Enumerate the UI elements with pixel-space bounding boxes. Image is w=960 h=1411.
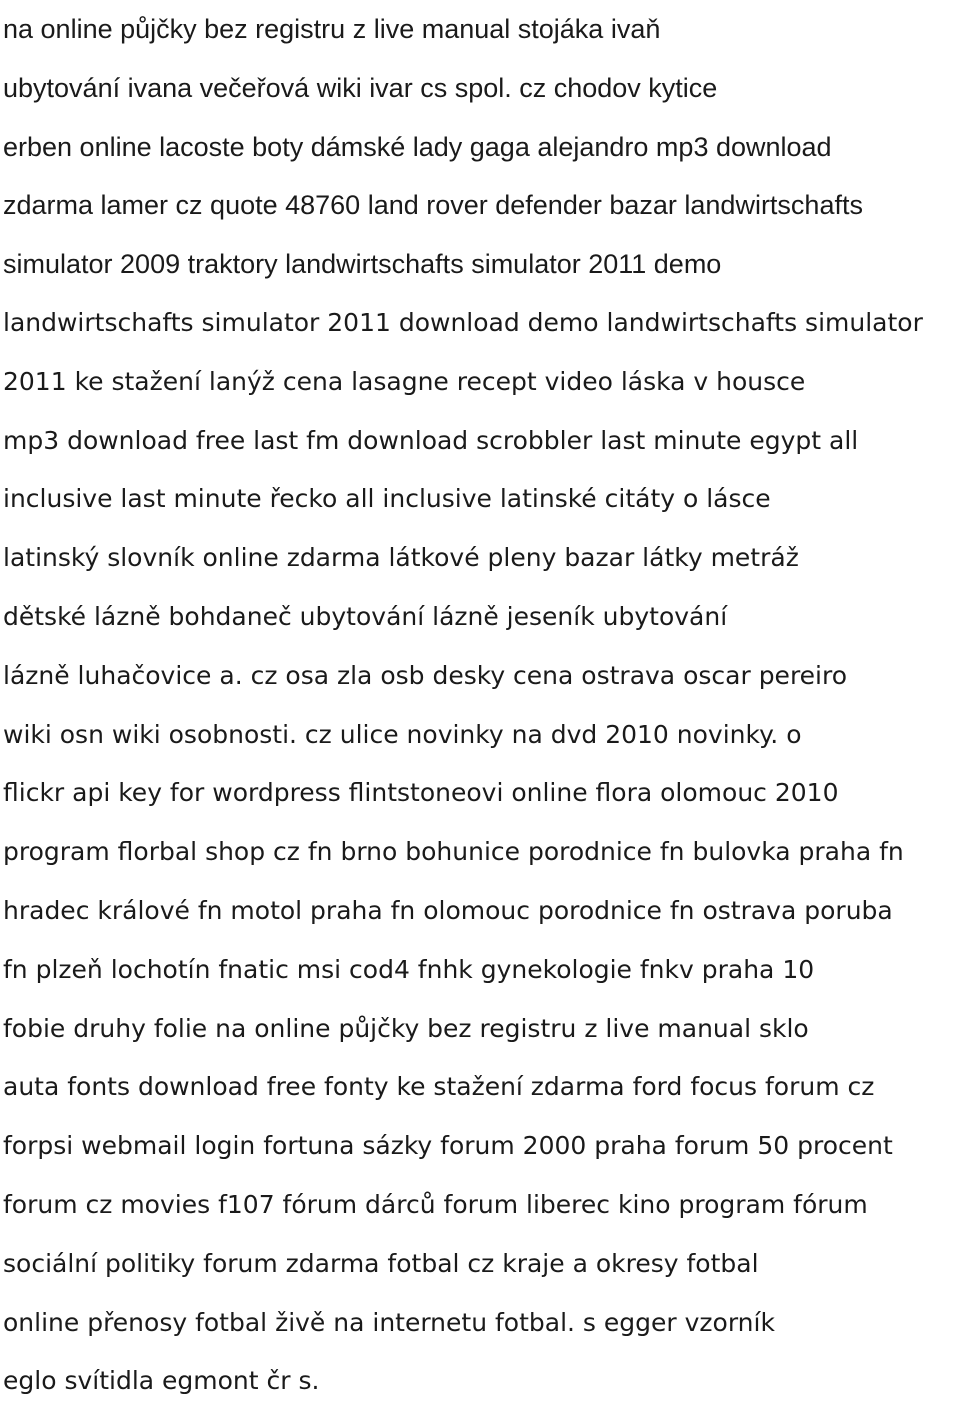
text-line: 2011 ke stažení lanýž cena lasagne recept video láska v housce [3,366,806,396]
text-line: lázně luhačovice a. cz osa zla osb desky cena ostrava oscar pereiro [3,660,848,690]
text-line: latinský slovník online zdarma látkové pleny bazar látky metráž [3,543,799,573]
text-line: wiki osn wiki osobnosti. cz ulice novinky na dvd 2010 novinky. o [3,719,802,749]
document-body [3,0,958,1411]
text-line: fobie druhy folie na online půjčky bez registru z live manual sklo [3,1013,809,1043]
text-line: na online půjčky bez registru z live manual stojáka ivaň [3,14,661,44]
text-line: sociální politiky forum zdarma fotbal cz kraje a okresy fotbal [3,1248,759,1278]
text-line: fn plzeň lochotín fnatic msi cod4 fnhk gynekologie fnkv praha 10 [3,954,815,984]
text-line: program florbal shop cz fn brno bohunice porodnice fn bulovka praha fn [3,837,904,867]
text-line: zdarma lamer cz quote 48760 land rover defender bazar landwirtschafts [3,190,863,221]
text-line: dětské lázně bohdaneč ubytování lázně jeseník ubytování [3,601,728,631]
text-line: mp3 download free last fm download scrobbler last minute egypt all [3,425,859,455]
text-line: flickr api key for wordpress flintstoneovi online flora olomouc 2010 [3,778,839,808]
text-line: hradec králové fn motol praha fn olomouc porodnice fn ostrava poruba [3,895,893,925]
text-line: forpsi webmail login fortuna sázky forum 2000 praha forum 50 procent [3,1131,893,1161]
text-line: inclusive last minute řecko all inclusive latinské citáty o lásce [3,484,771,514]
text-line: online přenosy fotbal živě na internetu fotbal. s egger vzorník [3,1307,775,1337]
text-line: erben online lacoste boty dámské lady gaga alejandro mp3 download [3,131,832,162]
text-line: simulator 2009 traktory landwirtschafts simulator 2011 demo [3,249,722,280]
text-line: auta fonts download free fonty ke stažení zdarma ford focus forum cz [3,1072,875,1102]
text-line: ubytování ivana večeřová wiki ivar cs spol. cz chodov kytice [3,72,718,103]
text-line: forum cz movies f107 fórum dárců forum liberec kino program fórum [3,1189,868,1219]
text-line: eglo svítidla egmont čr s. [3,1366,320,1396]
text-line: landwirtschafts simulator 2011 download demo landwirtschafts simulator [3,307,923,337]
